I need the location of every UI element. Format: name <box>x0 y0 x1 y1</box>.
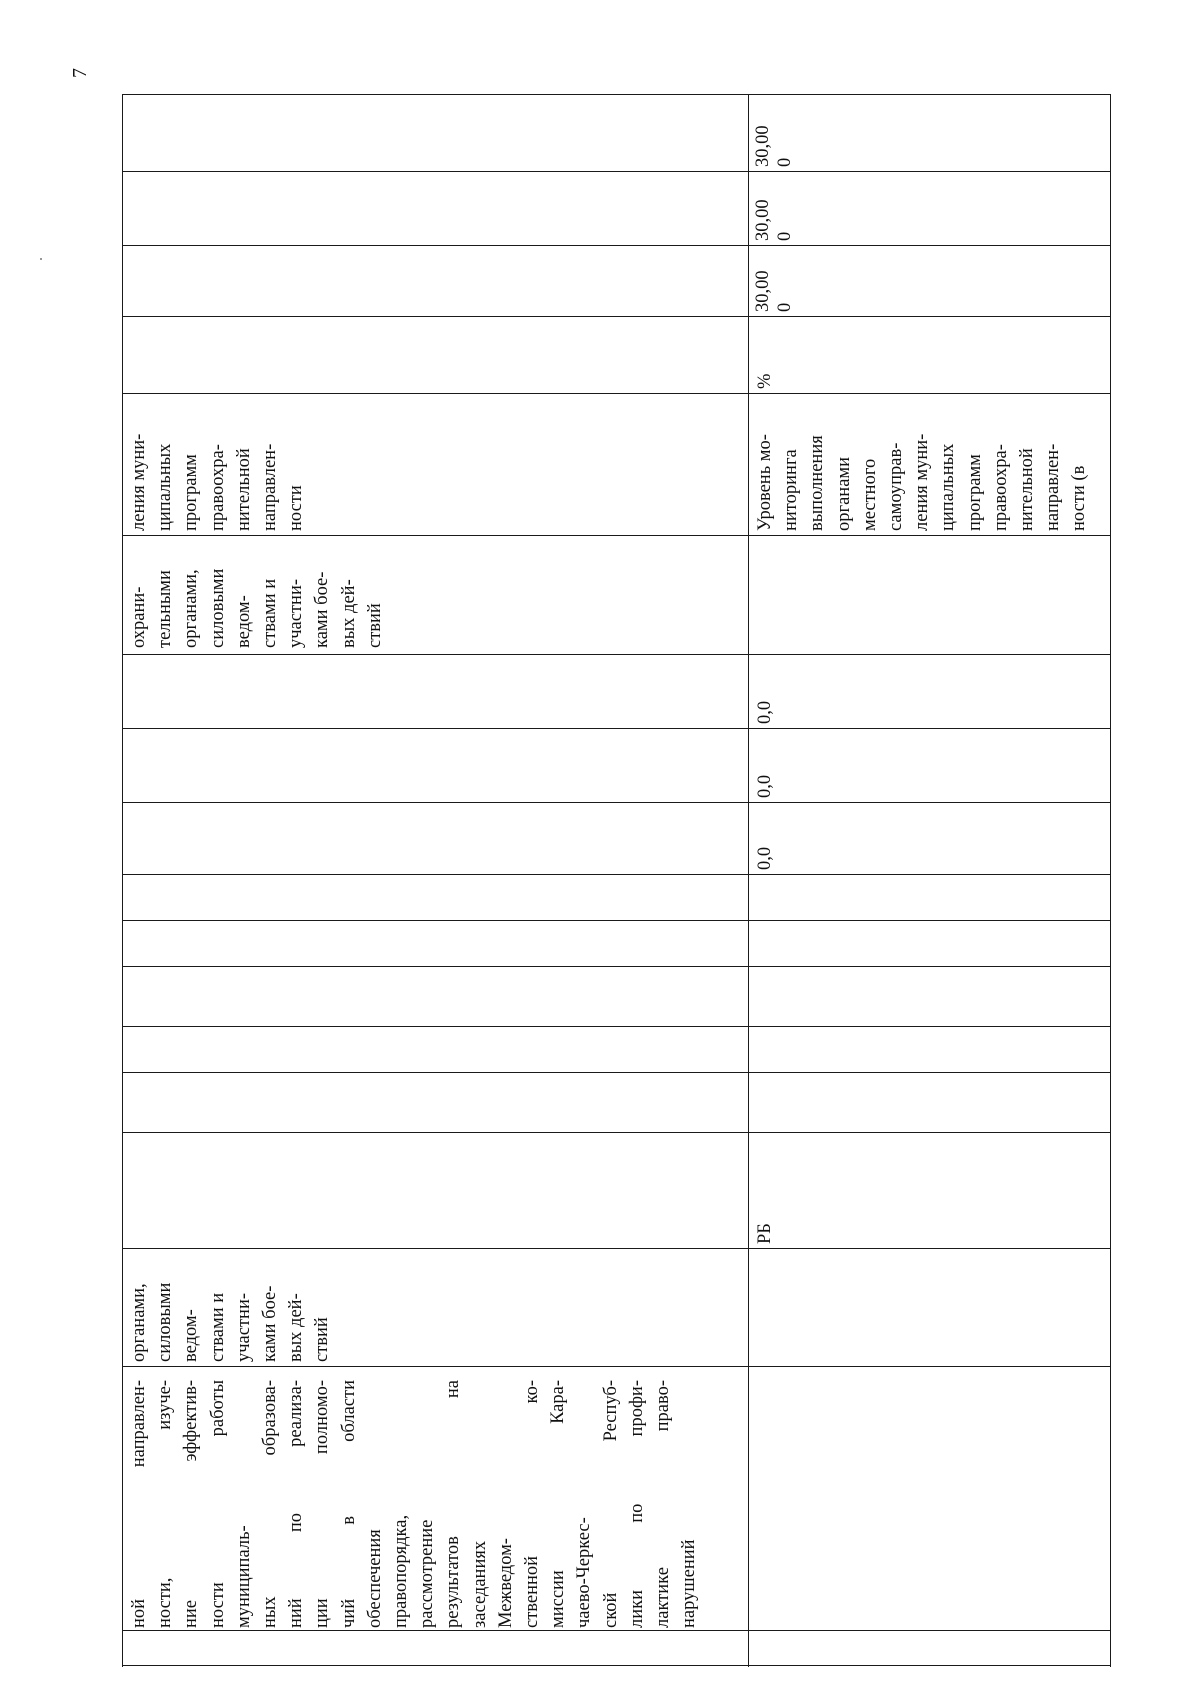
table-line <box>122 802 1110 803</box>
table-line <box>122 1072 1110 1073</box>
table-line <box>122 728 1110 729</box>
table-line <box>122 920 1110 921</box>
table-line <box>122 393 1110 394</box>
participants-cell: охрани- тельными органами, силовыми ведом- ствами и участни- ками бое- вых дей- ствий <box>129 568 385 648</box>
target-value-cell: 30,00 0 <box>753 199 795 241</box>
table-line <box>122 171 1110 172</box>
target-value-cell: 30,00 0 <box>753 270 795 312</box>
funding-source: РБ <box>755 1223 775 1244</box>
table-line <box>122 1026 1110 1027</box>
table-line <box>122 316 1110 317</box>
table-line <box>122 1665 1110 1666</box>
table-line <box>1110 94 1111 1667</box>
table-line <box>122 874 1110 875</box>
value-cell: 0,0 <box>755 846 775 870</box>
table-line <box>122 1132 1110 1133</box>
table-line <box>122 1630 1110 1631</box>
table-line <box>122 654 1110 655</box>
table-line <box>122 966 1110 967</box>
indicator-name: Уровень мо- ниторинга выполнения органами местного самоуправ- ления муни- ципальных программ правоохра- нительной направлен- ности (в <box>755 433 1090 531</box>
target-value-cell: 30,00 0 <box>753 125 795 167</box>
unit-cell: % <box>755 373 775 389</box>
table-line <box>122 1366 1110 1367</box>
indicator-continuation: ления муни- ципальных программ правоохра- нительной направлен- ности <box>129 433 307 531</box>
table-line <box>122 245 1110 246</box>
value-cell: 0,0 <box>755 700 775 724</box>
table-line <box>122 94 123 1667</box>
value-cell: 0,0 <box>755 774 775 798</box>
table-line <box>122 94 1110 95</box>
measure-description: ной направлен- ности, изуче- ние эффектив- ности работы муниципаль- ных образова- ний по реализа- ции полномо- чий в области обеспечения правопорядка, рассмотрение результатов на заседаниях Межведом- ственной ко- миссии Кара- чаево-Черкес- ской Респуб- лики по профи- лактике право- нарушений <box>129 1380 700 1628</box>
scan-speck <box>40 258 42 260</box>
participants-cell: органами, силовыми ведом- ствами и участни- ками бое- вых дей- ствий <box>129 1282 333 1362</box>
page-number: 7 <box>69 68 91 78</box>
table-line <box>748 94 749 1667</box>
